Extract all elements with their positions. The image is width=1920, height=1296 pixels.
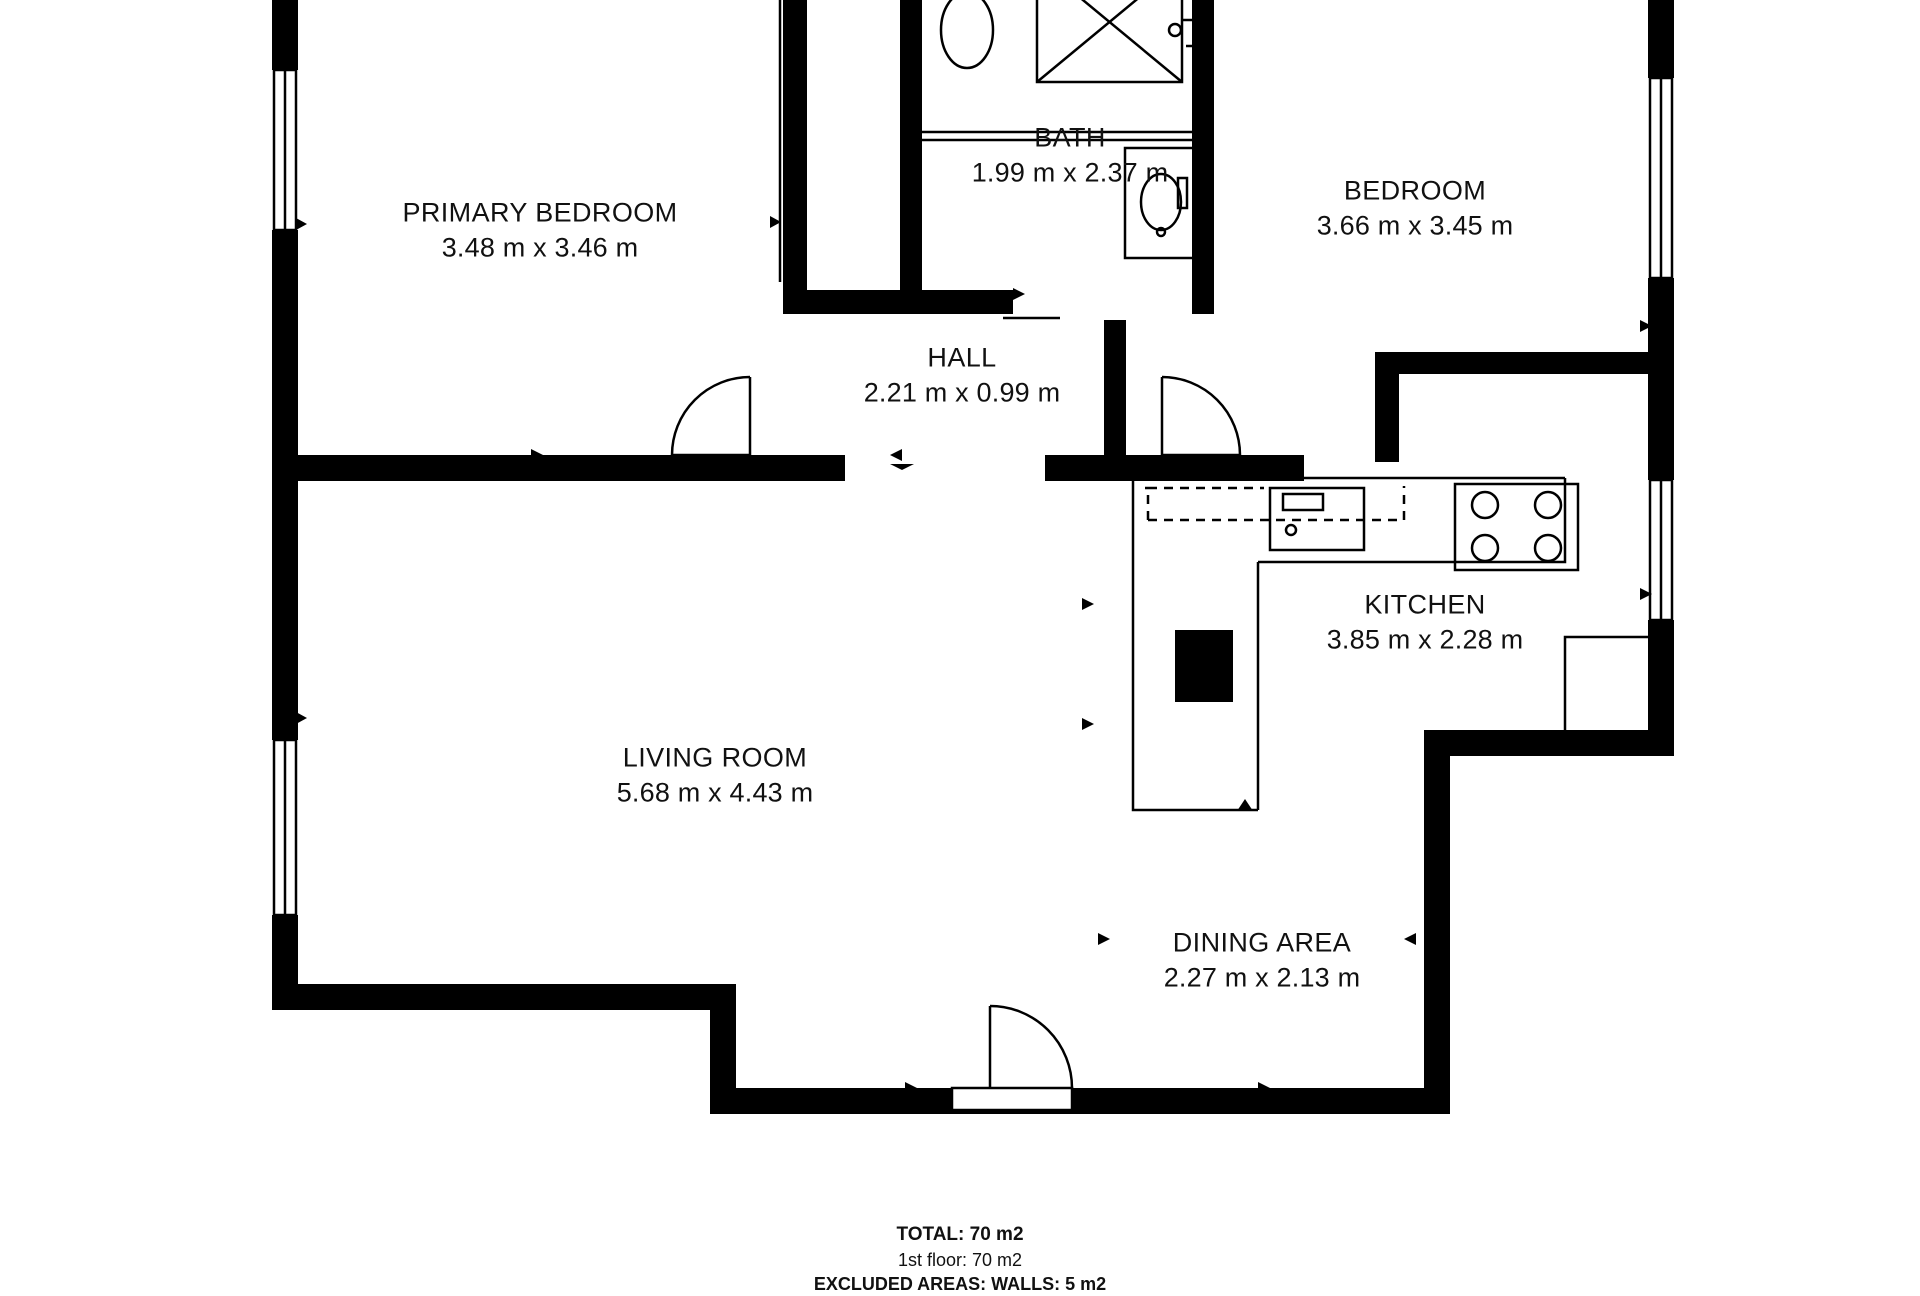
room-name: DINING AREA <box>1172 927 1352 958</box>
floor-area: 1st floor: 70 m2 <box>897 1249 1023 1270</box>
room-name: KITCHEN <box>1364 589 1486 620</box>
area-summary <box>0 1222 1920 1296</box>
room-dims: 2.21 m x 0.99 m <box>863 377 1061 407</box>
total-area: TOTAL: 70 m2 <box>896 1224 1024 1245</box>
room-dims: 1.99 m x 2.37 m <box>971 157 1169 187</box>
room-fills <box>285 0 1665 1120</box>
room-name: BEDROOM <box>1343 175 1487 206</box>
room-name: PRIMARY BEDROOM <box>402 197 678 228</box>
room-dims: 3.66 m x 3.45 m <box>1316 210 1514 240</box>
room-dims: 2.27 m x 2.13 m <box>1163 962 1361 992</box>
appliance-block <box>1175 630 1233 702</box>
room-name: BATH <box>1034 122 1106 153</box>
room-dims: 5.68 m x 4.43 m <box>616 777 814 807</box>
room-dims: 3.85 m x 2.28 m <box>1326 624 1524 654</box>
room-name: HALL <box>927 342 997 373</box>
excluded-areas: EXCLUDED AREAS: WALLS: 5 m2 <box>813 1273 1107 1294</box>
room-name: LIVING ROOM <box>622 742 808 773</box>
room-dims: 3.48 m x 3.46 m <box>441 232 639 262</box>
